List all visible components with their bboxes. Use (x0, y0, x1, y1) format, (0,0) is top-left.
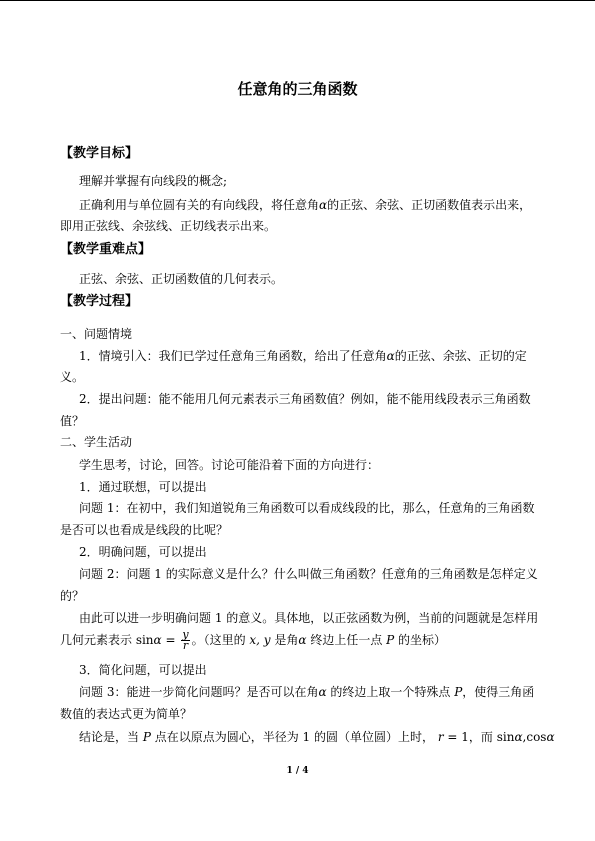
key-points-line-1: 正弦、余弦、正切函数值的几何表示。 (79, 272, 284, 286)
para-step-1: 1．通过联想，可以提出 (79, 480, 207, 494)
para-step-3: 3．简化问题，可以提出 (79, 663, 207, 677)
page-number: 1 / 4 (286, 766, 309, 776)
goals-line-3: 即用正弦线、余弦线、正切线表示出来。 (60, 219, 277, 233)
goals-line-1: 理解并掌握有向线段的概念; (79, 174, 228, 188)
para-discuss: 学生思考，讨论，回答。讨论可能沿着下面的方向进行： (79, 458, 380, 472)
header-rule (0, 0, 595, 1)
para-q1-line-1: 问题 1：在初中，我们知道锐角三角函数可以看成线段的比，那么，任意角的三角函数 (79, 501, 535, 515)
para-intro-line-1: 1．情境引入：我们已学过任意角三角函数，给出了任意角α的正弦、余弦、正切的定 (79, 349, 527, 363)
para-meaning-line-2: 几何元素表示 sinα = $\frac{y}{r}$ 。（这里的 x, y 是角α 终边上任一点 P 的坐标） (60, 628, 447, 652)
para-question-line-1: 2．提出问题：能不能用几何元素表示三角函数值？例如，能不能用线段表示三角函数 (79, 392, 531, 406)
para-question-line-2: 值？ (60, 414, 85, 428)
para-conclusion-line-1: 结论是，当 P 点在以原点为圆心，半径为 1 的圆（单位圆）上时， r = 1，而 sinα,cosα (79, 730, 555, 744)
para-intro-line-2: 义。 (60, 370, 85, 384)
fraction-y-over-r: $\frac{y}{r}$ (182, 628, 189, 652)
heading-process: 【教学过程】 (60, 294, 139, 309)
heading-key-points: 【教学重难点】 (60, 242, 152, 257)
para-q2-line-1: 问题 2：问题 1 的实际意义是什么？什么叫做三角函数？任意角的三角函数是怎样定义 (79, 567, 538, 581)
para-q2-line-2: 的？ (60, 589, 85, 603)
para-q3-line-2: 数值的表达式更为简单？ (60, 707, 193, 721)
para-q1-line-2: 是否可以也看成是线段的比呢？ (60, 523, 229, 537)
para-q3-line-1: 问题 3：能进一步简化问题吗？是否可以在角α 的终边上取一个特殊点 P，使得三角函 (79, 685, 535, 699)
goals-line-2: 正确利用与单位圆有关的有向线段，将任意角α的正弦、余弦、正切函数值表示出来， (79, 198, 532, 212)
page-title: 任意角的三角函数 (237, 80, 358, 98)
section-student-activity: 二、学生活动 (60, 435, 133, 449)
heading-goals: 【教学目标】 (60, 146, 139, 161)
section-problem-context: 一、问题情境 (60, 327, 133, 341)
para-step-2: 2．明确问题，可以提出 (79, 545, 207, 559)
para-meaning-line-1: 由此可以进一步明确问题 1 的意义。具体地，以正弦函数为例，当前的问题就是怎样用 (79, 611, 539, 625)
